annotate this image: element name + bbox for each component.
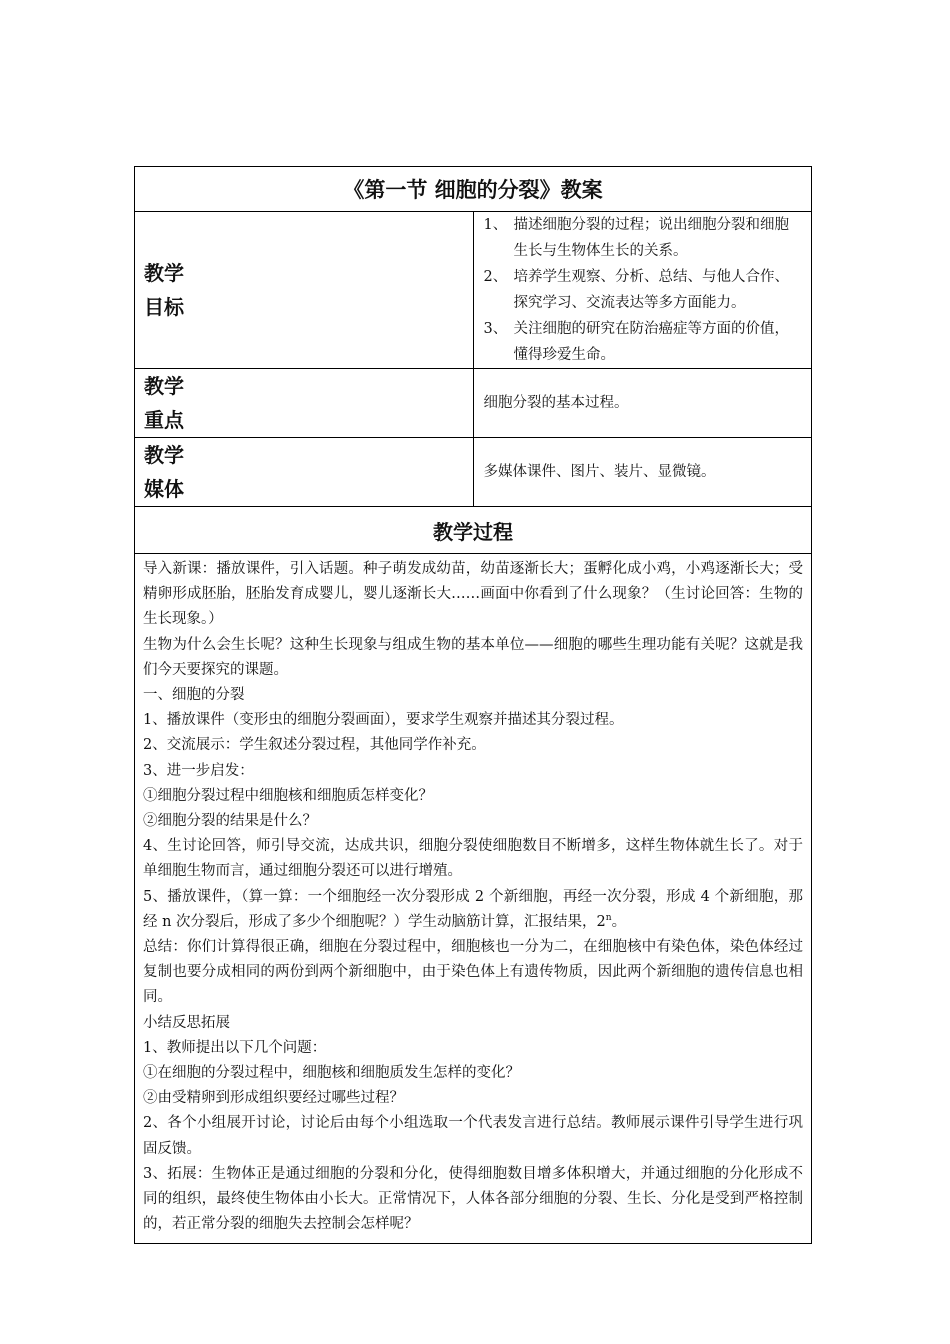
process-heading: 教学过程 [135, 507, 812, 554]
media-label [135, 438, 474, 507]
title-row [135, 167, 812, 212]
process-paragraph: 导入新课：播放课件，引入话题。种子萌发成幼苗，幼苗逐渐长大；蛋孵化成小鸡，小鸡逐渐长大；受精卵形成胚胎，胚胎发育成婴儿，婴儿逐渐长大……画面中你看到了什么现象？（生讨论回答：生物的生长现象。） [143, 561, 803, 628]
goal-item: 1、 描述细胞分裂的过程；说出细胞分裂和细胞生长与生物体生长的关系。 [483, 217, 789, 259]
document-title: 《第一节 细胞的分裂》教案 [135, 167, 812, 212]
goals-label-line1: 教学 [144, 261, 184, 285]
goal-item: 2、 培养学生观察、分析、总结、与他人合作、探究学习、交流表达等多方面能力。 [483, 269, 789, 311]
keypoint-content: 细胞分裂的基本过程。 [473, 369, 812, 438]
goals-label [135, 212, 474, 369]
process-paragraph: 3、进一步启发： [143, 762, 254, 779]
media-label-line2: 媒体 [144, 477, 184, 501]
process-body-row [135, 554, 812, 1244]
keypoint-label-line2: 重点 [144, 408, 184, 432]
keypoint-row [135, 369, 812, 438]
keypoint-label-line1: 教学 [144, 374, 184, 398]
media-row [135, 438, 812, 507]
calc-paragraph: 5、播放课件，（算一算：一个细胞经一次分裂形成 2 个新细胞，再经一次分裂，形成 4 个新细胞，那经 n 次分裂后，形成了多少个细胞呢？）学生动脑筋计算，汇报结果，2$^n$。 [143, 888, 803, 930]
process-paragraph: 一、细胞的分裂 [143, 687, 245, 704]
process-paragraph: ①细胞分裂过程中细胞核和细胞质怎样变化？ [143, 787, 433, 804]
process-paragraph: ②细胞分裂的结果是什么？ [143, 813, 317, 830]
lesson-plan-table [134, 166, 812, 1244]
keypoint-label [135, 369, 474, 438]
process-paragraph: 小结反思拓展 [143, 1014, 230, 1031]
process-paragraph: 3、拓展：生物体正是通过细胞的分裂和分化，使得细胞数目增多体积增大，并通过细胞的分化形成不同的组织，最终使生物体由小长大。正常情况下，人体各部分细胞的分裂、生长、分化是受到严格控制的，若正常分裂的细胞失去控制会怎样呢？ [143, 1165, 803, 1233]
goals-label-line2: 目标 [144, 295, 184, 319]
process-paragraph: 总结：你们计算得很正确，细胞在分裂过程中，细胞核也一分为二，在细胞核中有染色体，染色体经过复制也要分成相同的两份到两个新细胞中，由于染色体上有遗传物质，因此两个新细胞的遗传信息也相同。 [143, 939, 803, 1006]
process-paragraph: 4、生讨论回答，师引导交流，达成共识，细胞分裂使细胞数目不断增多，这样生物体就生长了。对于单细胞生物而言，通过细胞分裂还可以进行增殖。 [143, 838, 803, 880]
process-paragraph: ②由受精卵到形成组织要经过哪些过程？ [143, 1090, 404, 1107]
exponent: n [605, 913, 612, 924]
media-label-line1: 教学 [144, 443, 184, 467]
goals-list [484, 212, 802, 368]
media-content: 多媒体课件、图片、装片、显微镜。 [473, 438, 812, 507]
process-paragraph: 2、各个小组展开讨论，讨论后由每个小组选取一个代表发言进行总结。教师展示课件引导学生进行巩固反馈。 [143, 1115, 803, 1157]
process-paragraph: 生物为什么会生长呢？这种生长现象与组成生物的基本单位——细胞的哪些生理功能有关呢？这就是我们今天要探究的课题。 [143, 636, 803, 678]
process-paragraph: 1、教师提出以下几个问题： [143, 1039, 327, 1056]
process-paragraph: 2、交流展示：学生叙述分裂过程，其他同学作补充。 [143, 737, 486, 754]
process-heading-row [135, 507, 812, 554]
process-body [135, 554, 812, 1244]
process-paragraph: 1、播放课件（变形虫的细胞分裂画面），要求学生观察并描述其分裂过程。 [143, 712, 624, 729]
goals-content [473, 212, 812, 369]
goal-item: 3、 关注细胞的研究在防治癌症等方面的价值，懂得珍爱生命。 [483, 321, 789, 363]
goals-row [135, 212, 812, 369]
process-paragraph: ①在细胞的分裂过程中，细胞核和细胞质发生怎样的变化？ [143, 1065, 520, 1082]
